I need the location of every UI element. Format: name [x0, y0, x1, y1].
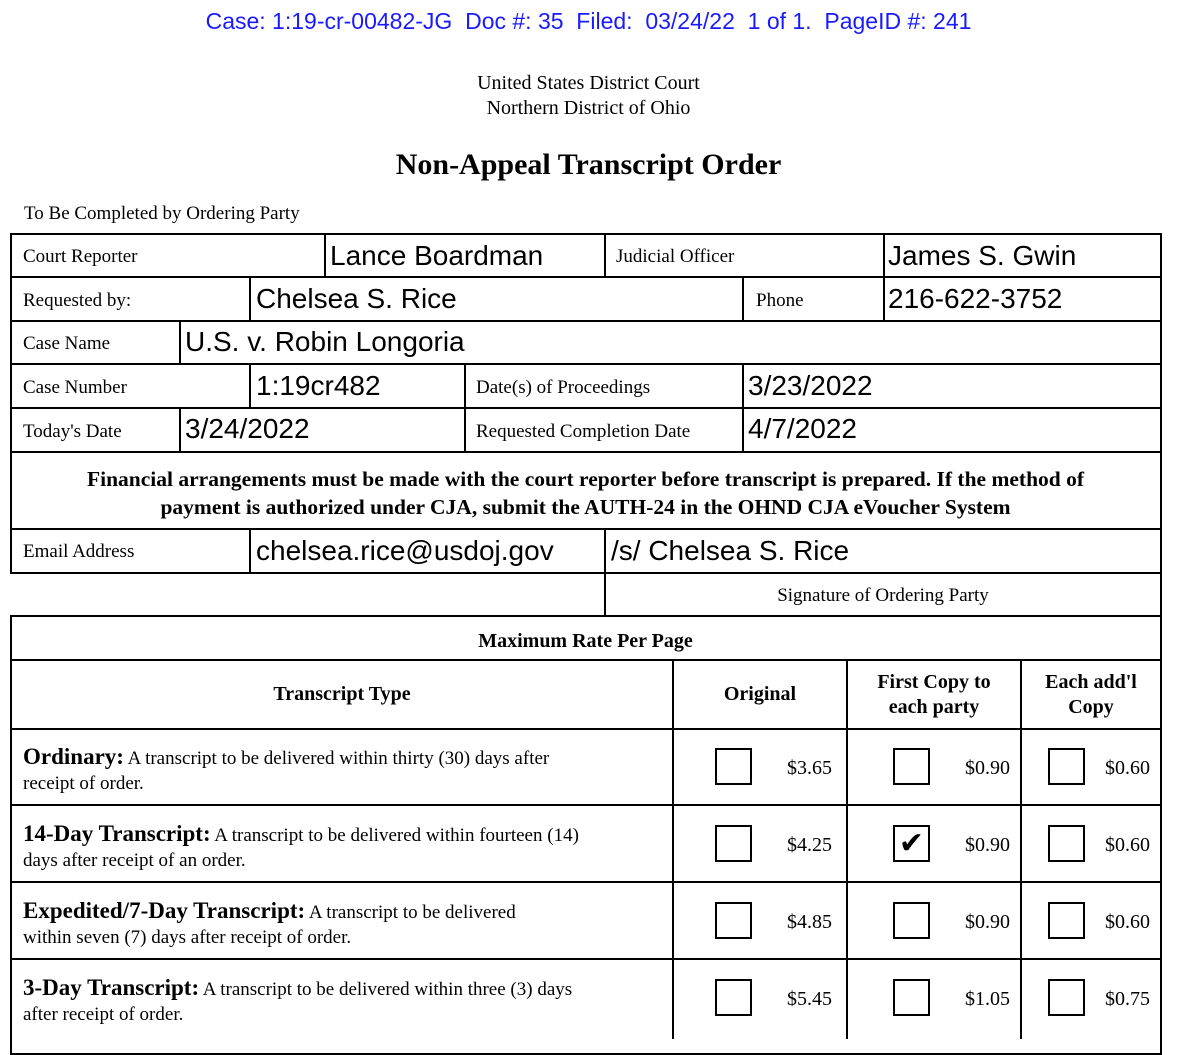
checkbox-ordinary-first[interactable]: [893, 748, 930, 785]
court-district: Northern District of Ohio: [486, 97, 691, 119]
price-14day-each: $0.60: [1105, 834, 1150, 856]
price-3day-each: $0.75: [1105, 988, 1150, 1010]
row-desc: A transcript to be delivered within thirty (30) days after: [123, 748, 550, 769]
court-reporter-field[interactable]: Lance Boardman: [330, 240, 544, 271]
price-expedited-original: $4.85: [787, 911, 832, 933]
checkbox-3day-original[interactable]: [715, 979, 752, 1016]
row-expedited-text: [23, 898, 663, 950]
row-name: 3-Day Transcript:: [23, 975, 200, 1000]
price-14day-original: $4.25: [787, 834, 832, 856]
row-ordinary-text: [23, 744, 663, 796]
col-each-additional: [1022, 661, 1160, 728]
price-3day-original: $5.45: [787, 988, 832, 1010]
checkbox-ordinary-original[interactable]: [715, 748, 752, 785]
financial-notice-line1: Financial arrangements must be made with the court reporter before transcript is prepared. If the method of: [86, 467, 1085, 491]
row-name: Ordinary:: [23, 744, 124, 769]
col-original: Original: [723, 683, 797, 705]
row-desc: A transcript to be delivered within three (3) days: [199, 979, 573, 1000]
price-3day-first: $1.05: [965, 988, 1010, 1010]
case-number-label: Case Number: [23, 377, 127, 398]
row-3day-text: [23, 975, 663, 1027]
row-desc-2: after receipt of order.: [23, 1004, 184, 1025]
row-desc: A transcript to be delivered within fourteen (14): [210, 825, 579, 846]
proceedings-date-label: Date(s) of Proceedings: [476, 377, 651, 398]
case-name-field[interactable]: U.S. v. Robin Longoria: [185, 326, 465, 357]
email-label: Email Address: [23, 541, 135, 562]
phone-field[interactable]: 216-622-3752: [888, 283, 1063, 314]
row-name: Expedited/7-Day Transcript:: [23, 898, 306, 923]
col-first-copy-line2: each party: [888, 695, 980, 718]
case-header: Case: 1:19-cr-00482-JG Doc #: 35 Filed: 03/24/22 1 of 1. PageID #: 241: [205, 8, 972, 34]
price-expedited-first: $0.90: [965, 911, 1010, 933]
todays-date-label: Today's Date: [23, 421, 122, 442]
todays-date-field[interactable]: 3/24/2022: [185, 413, 310, 444]
price-14day-first: $0.90: [965, 834, 1010, 856]
phone-label: Phone: [756, 290, 804, 311]
email-field[interactable]: chelsea.rice@usdoj.gov: [256, 535, 554, 566]
price-ordinary-each: $0.60: [1105, 757, 1150, 779]
financial-notice-line2: payment is authorized under CJA, submit the AUTH-24 in the OHND CJA eVoucher System: [160, 495, 1011, 519]
completion-date-label: Requested Completion Date: [476, 421, 691, 442]
checkbox-14day-original[interactable]: [715, 825, 752, 862]
checkbox-3day-first[interactable]: [893, 979, 930, 1016]
intro-text: To Be Completed by Ordering Party: [24, 203, 300, 224]
requested-by-field[interactable]: Chelsea S. Rice: [256, 283, 457, 314]
checkmark-icon: ✔: [898, 827, 925, 860]
row-desc-2: within seven (7) days after receipt of order.: [23, 927, 352, 948]
page-title: Non-Appeal Transcript Order: [395, 148, 782, 181]
price-ordinary-first: $0.90: [965, 757, 1010, 779]
judicial-officer-field[interactable]: James S. Gwin: [888, 240, 1077, 271]
signature-caption: Signature of Ordering Party: [777, 585, 989, 606]
row-desc-2: receipt of order.: [23, 773, 144, 794]
checkbox-expedited-first[interactable]: [893, 902, 930, 939]
requested-by-label: Requested by:: [23, 290, 132, 311]
row-name: 14-Day Transcript:: [23, 821, 211, 846]
court-name: United States District Court: [477, 72, 700, 94]
case-number-field[interactable]: 1:19cr482: [256, 370, 381, 401]
col-transcript-type: Transcript Type: [273, 683, 411, 705]
court-reporter-label: Court Reporter: [23, 246, 138, 267]
row-14day-text: [23, 821, 663, 873]
case-name-label: Case Name: [23, 333, 111, 354]
judicial-officer-label: Judicial Officer: [616, 246, 735, 267]
price-expedited-each: $0.60: [1105, 911, 1150, 933]
rates-table-title: Maximum Rate Per Page: [478, 629, 693, 652]
price-ordinary-original: $3.65: [787, 757, 832, 779]
col-first-copy: [848, 661, 1020, 728]
col-each-line2: Copy: [1068, 695, 1114, 718]
row-desc: A transcript to be delivered: [305, 902, 516, 923]
proceedings-date-field[interactable]: 3/23/2022: [748, 370, 873, 401]
checkbox-14day-first[interactable]: [893, 825, 930, 862]
checkbox-expedited-original[interactable]: [715, 902, 752, 939]
col-each-line1: Each add'l: [1045, 670, 1137, 693]
completion-date-field[interactable]: 4/7/2022: [748, 413, 857, 444]
signature-field[interactable]: /s/ Chelsea S. Rice: [611, 535, 850, 566]
row-desc-2: days after receipt of an order.: [23, 850, 246, 871]
col-first-copy-line1: First Copy to: [877, 670, 991, 693]
